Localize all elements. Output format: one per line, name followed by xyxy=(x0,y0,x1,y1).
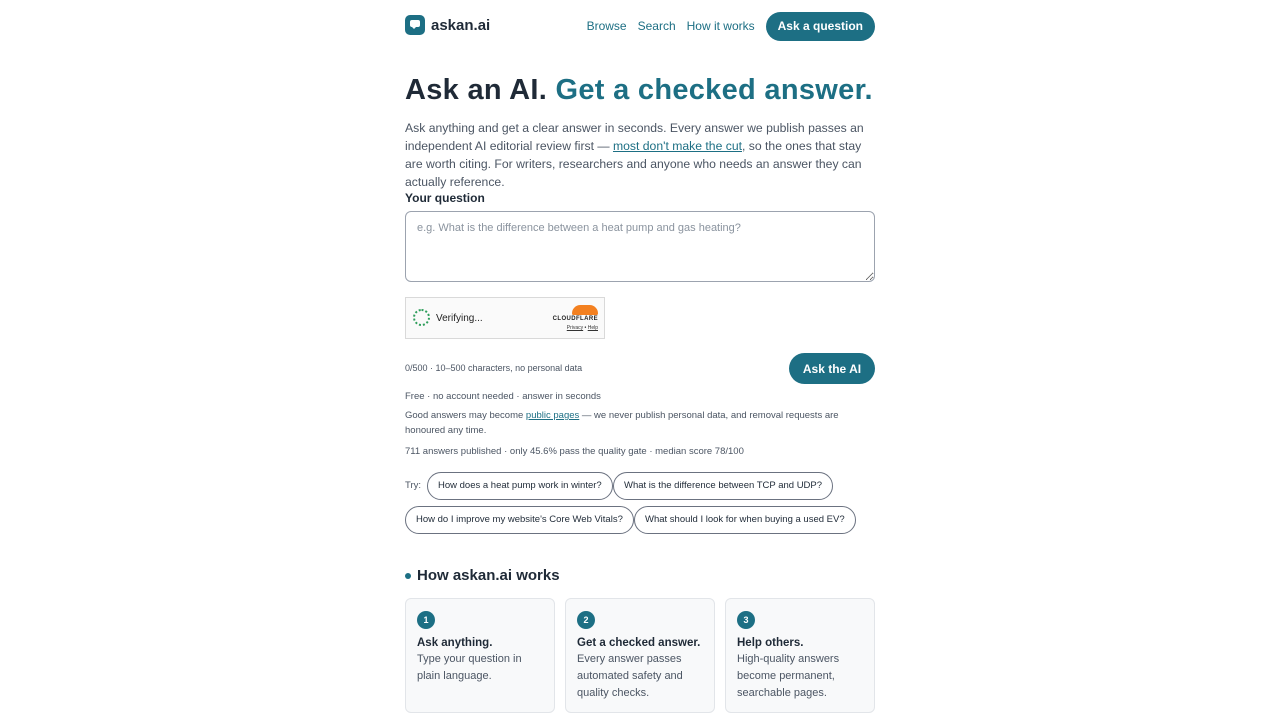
intro-part-1: Ask anything and get a clear answer in seconds. Every answer we publish passes an independent AI editorial review first — xyxy=(405,121,864,153)
captcha-links xyxy=(546,325,598,331)
step-title: Get a checked answer. xyxy=(577,637,701,649)
suggestion-chip[interactable]: What should I look for when buying a used EV? xyxy=(634,506,856,534)
how-it-works-heading xyxy=(405,567,560,584)
cloudflare-logo-text: CLOUDFLARE xyxy=(552,316,598,322)
step-card xyxy=(405,598,555,713)
ask-the-ai-button[interactable]: Ask the AI xyxy=(789,353,875,384)
step-text: Every answer passes automated safety and quality checks. xyxy=(577,653,683,699)
intro-part-2: , so the ones that stay are worth citing. For writers, researchers and anyone who needs an answer they can actually reference. xyxy=(405,139,862,189)
suggestion-chip[interactable]: What is the difference between TCP and UDP? xyxy=(613,472,833,500)
question-label: Your question xyxy=(405,191,485,205)
captcha-privacy-link[interactable]: Privacy xyxy=(566,325,584,331)
title-accent: Get a checked answer. xyxy=(555,74,873,106)
character-counter: 0/500 · 10–500 characters, no personal data xyxy=(405,363,583,373)
suggestion-chip[interactable]: How do I improve my website's Core Web Vitals? xyxy=(405,506,634,534)
stats-line: 711 answers published · only 45.6% pass the quality gate · median score 78/100 xyxy=(405,446,744,457)
step-text: High-quality answers become permanent, searchable pages. xyxy=(737,653,840,699)
suggestion-chip[interactable]: How does a heat pump work in winter? xyxy=(427,472,613,500)
step-number-badge: 2 xyxy=(577,611,595,629)
brand-name: askan.ai xyxy=(431,16,491,34)
loading-spinner-icon xyxy=(413,309,430,326)
captcha-help-link[interactable]: Help xyxy=(587,325,598,331)
step-number-badge: 1 xyxy=(417,611,435,629)
main-nav xyxy=(587,11,875,41)
publishing-info xyxy=(405,408,877,438)
cloudflare-branding xyxy=(546,305,598,331)
step-title: Help others. xyxy=(737,637,804,649)
step-card xyxy=(565,598,715,713)
step-text: Type your question in plain language. xyxy=(417,653,522,682)
bullet-dot-icon xyxy=(405,573,411,579)
step-title: Ask anything. xyxy=(417,637,493,649)
logo[interactable] xyxy=(405,15,490,35)
site-header xyxy=(405,11,875,41)
chat-bubble-icon xyxy=(405,15,425,35)
cloudflare-cloud-icon xyxy=(572,305,598,315)
public-pages-link[interactable]: public pages xyxy=(525,410,580,421)
step-number-badge: 3 xyxy=(737,611,755,629)
captcha-widget[interactable] xyxy=(405,297,605,339)
intro-link[interactable]: most don't make the cut xyxy=(612,139,742,153)
how-it-works-title: How askan.ai works xyxy=(417,567,560,584)
publishing-info-part-2: — we never publish personal data, and removal requests are honoured any time. xyxy=(405,410,839,436)
publishing-info-part-1: Good answers may become xyxy=(405,410,526,421)
free-info: Free · no account needed · answer in seconds xyxy=(405,391,601,402)
nav-search[interactable]: Search xyxy=(637,19,676,33)
title-main: Ask an AI. xyxy=(405,74,548,106)
ask-question-button[interactable]: Ask a question xyxy=(766,12,875,41)
try-label: Try: xyxy=(405,480,422,491)
step-card xyxy=(725,598,875,713)
captcha-status: Verifying... xyxy=(436,313,483,324)
question-input[interactable] xyxy=(405,211,875,282)
intro-text xyxy=(405,119,877,191)
nav-browse[interactable]: Browse xyxy=(586,19,627,33)
captcha-link-separator: • xyxy=(584,325,587,331)
nav-how-it-works[interactable]: How it works xyxy=(686,19,755,33)
page-title xyxy=(405,74,873,107)
